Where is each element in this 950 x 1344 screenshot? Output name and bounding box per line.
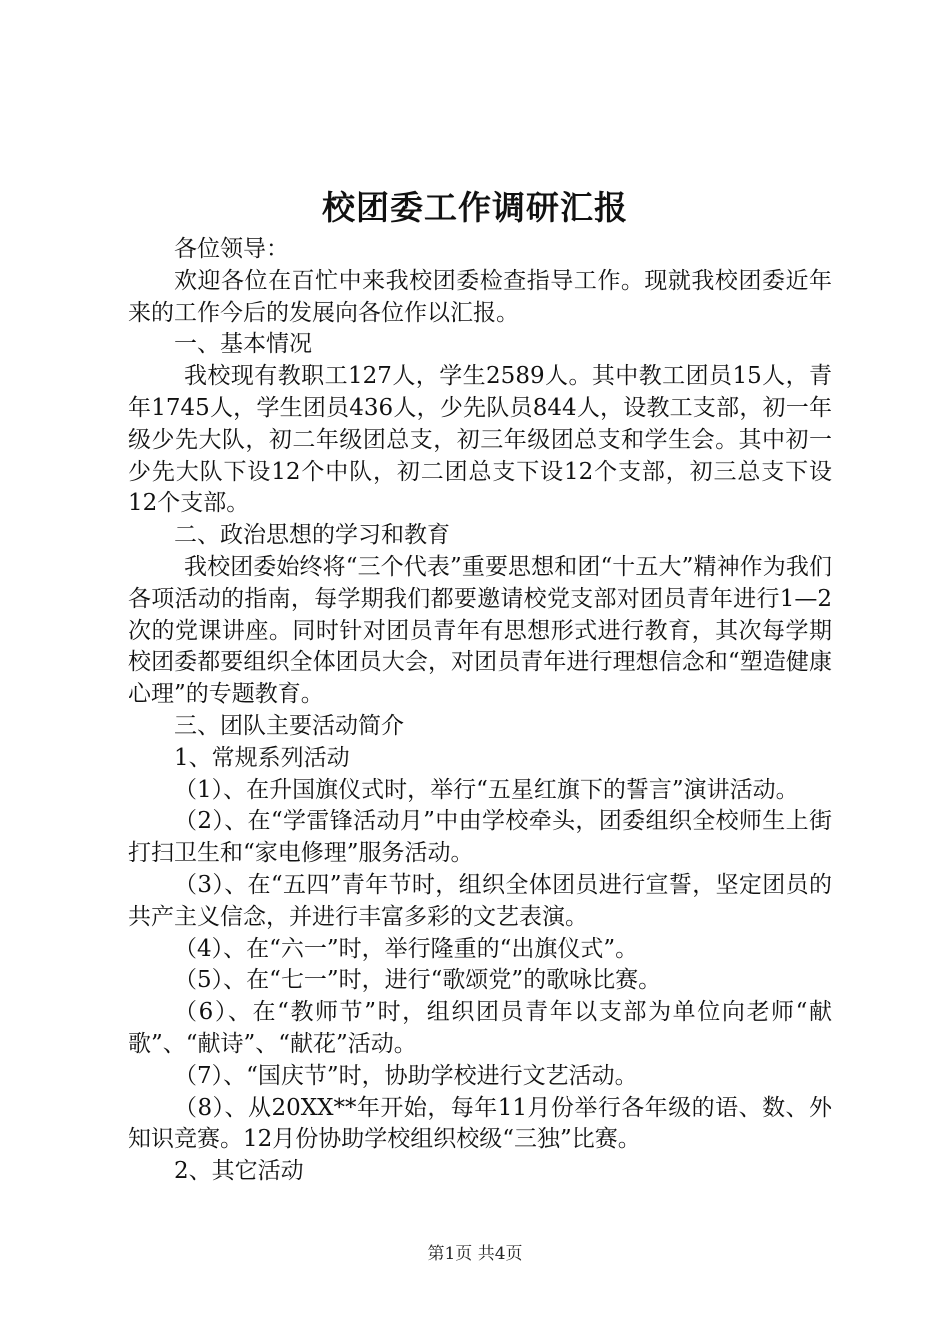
list-item: （1）、在升国旗仪式时，举行“五星红旗下的誓言”演讲活动。 <box>174 776 799 803</box>
greeting: 各位领导： <box>174 236 289 262</box>
document-body <box>128 234 832 1188</box>
list-item: （7）、“国庆节”时，协助学校进行文艺活动。 <box>174 1062 638 1089</box>
paragraph-basic: 我校现有教职工127人，学生2589人。其中教工团员15人，青年1745人，学生团员436人，少先队员844人，设教工支部，初一年级少先大队，初二年级团总支，初三年级团总支和学生会。其中初一少先大队下设12个中队，初二团总支下设12个支部，初三总支下设12个支部。 <box>128 363 832 517</box>
section-heading-politics: 二、政治思想的学习和教育 <box>174 522 450 549</box>
list-item: （5）、在“七一”时，进行“歌颂党”的歌咏比赛。 <box>174 967 662 994</box>
page-footer: 第1页 共4页 <box>427 1244 523 1264</box>
list-item: （8）、从20XX**年开始，每年11月份举行各年级的语、数、外知识竞赛。12月份协助学校组织校级“三独”比赛。 <box>128 1094 832 1153</box>
paragraph-intro: 欢迎各位在百忙中来我校团委检查指导工作。现就我校团委近年来的工作今后的发展向各位作以汇报。 <box>128 267 832 326</box>
subheading-other: 2、其它活动 <box>174 1158 304 1185</box>
subheading-regular: 1、常规系列活动 <box>174 744 350 771</box>
section-heading-activities: 三、团队主要活动简介 <box>174 712 404 739</box>
paragraph-politics: 我校团委始终将“三个代表”重要思想和团“十五大”精神作为我们各项活动的指南，每学期我们都要邀请校党支部对团员青年进行1—2次的党课讲座。同时针对团员青年有思想形式进行教育，其次每学期校团委都要组织全体团员大会，对团员青年进行理想信念和“塑造健康心理”的专题教育。 <box>128 553 832 708</box>
page-title: 校团委工作调研汇报 <box>322 188 628 227</box>
list-item: （2）、在“学雷锋活动月”中由学校牵头，团委组织全校师生上街打扫卫生和“家电修理”服务活动。 <box>128 808 832 867</box>
section-heading-basic: 一、基本情况 <box>174 331 312 358</box>
list-item: （3）、在“五四”青年节时，组织全体团员进行宣誓，坚定团员的共产主义信念，并进行丰富多彩的文艺表演。 <box>128 871 832 930</box>
list-item: （6）、在“教师节”时，组织团员青年以支部为单位向老师“献歌”、“献诗”、“献花”活动。 <box>128 999 832 1057</box>
list-item: （4）、在“六一”时，举行隆重的“出旗仪式”。 <box>174 935 639 962</box>
